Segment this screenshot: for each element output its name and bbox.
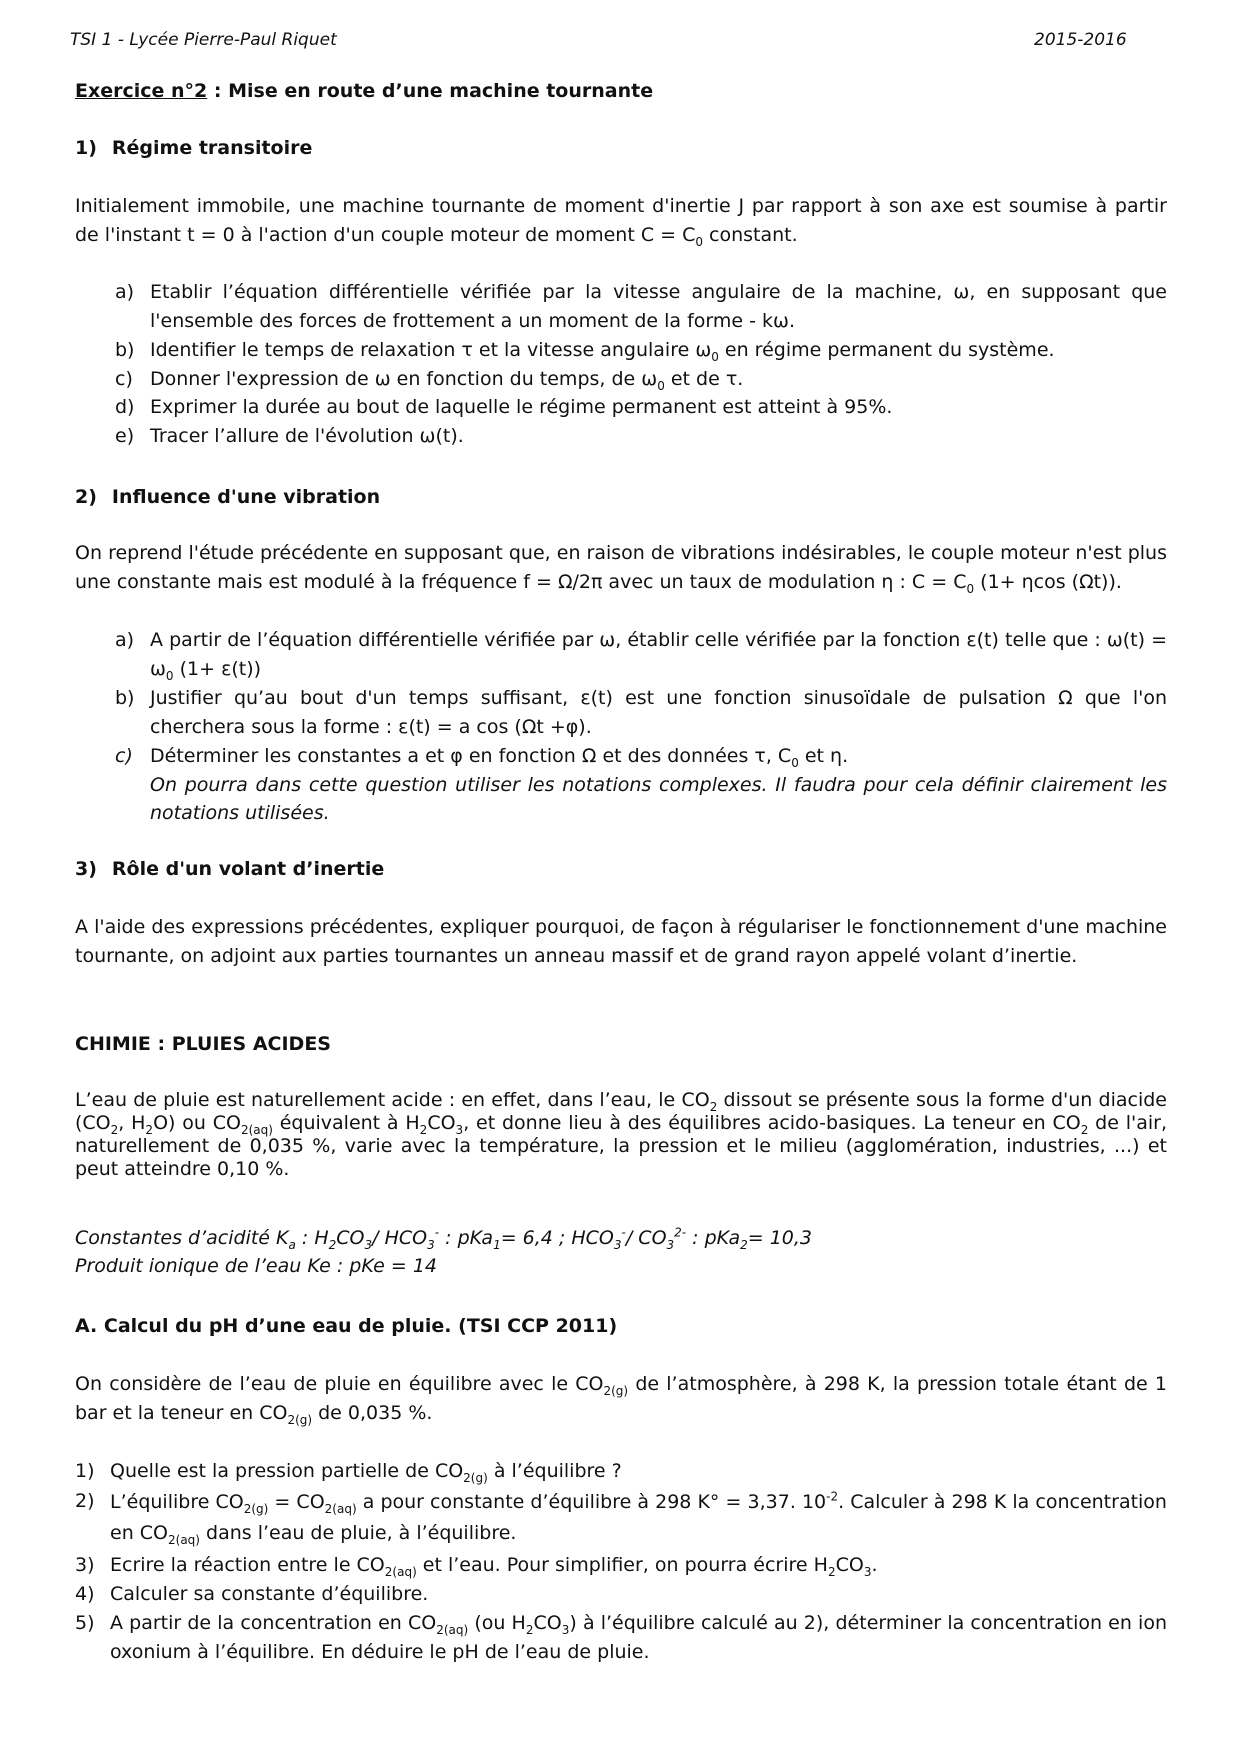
list-item: 5) A partir de la concentration en $CO_{2(aq)}$ (ou $H_2CO_3$) à l’équilibre calculé au 2), déterminer la concentration en ion oxonium à l’équilibre. En déduire le pH de l’eau de pluie. [75, 1612, 1167, 1663]
list-item: b) Justifier qu’au bout d'un temps suffisant, ε(t) est une fonction sinusoïdale de pulsation Ω que l'on cherchera sous la forme : ε(t) = a cos (Ωt +φ). [115, 687, 1167, 738]
water-ionic-product: Produit ionique de l’eau Ke : pKe = 14 [75, 1255, 438, 1277]
list-item: c) Donner l'expression de ω en fonction du temps, de $\omega_0$ et de τ. [115, 368, 744, 393]
part-a-intro: On considère de l’eau de pluie en équilibre avec le $CO_{2(g)}$ de l’atmosphère, à 298 K, la pression totale étant de 1 bar et la teneur en $CO_{2(g)}$ de 0,035 %. [75, 1373, 1167, 1427]
section-2-heading: 2) Influence d'une vibration [75, 486, 381, 508]
part-a-title: A. Calcul du pH d’une eau de pluie. (TSI CCP 2011) [75, 1315, 618, 1337]
exercise-label: Exercice n°2 [75, 80, 208, 102]
chemistry-intro: L’eau de pluie est naturellement acide : en effet, dans l’eau, le $CO_2$ dissout se présente sous la forme d'un diacide ($CO_2$, $H_2O$) ou $CO_{2(aq)}$ équivalent à $H_2CO_3$, et donne lieu à des équilibres acido-basiques. La teneur en $CO_2$ de l'air, naturellement de 0,035 %, varie avec la température, la pression et le milieu (agglomération, industries, ...) et peut atteindre 0,10 %. [75, 1089, 1167, 1180]
list-item: e) Tracer l’allure de l'évolution ω(t). [115, 425, 464, 447]
exercise-name: Mise en route d’une machine tournante [228, 80, 654, 102]
list-item: 1) Quelle est la pression partielle de $CO_{2(g)}$ à l’équilibre ? [75, 1460, 622, 1485]
list-item: 2) L’équilibre $CO_{2(g)} = CO_{2(aq)}$ a pour constante d’équilibre à 298 K° = 3,37. $10^{-2}$. Calculer à 298 K la concentration en $CO_{2(aq)}$ dans l’eau de pluie, à l’équilibre. [75, 1489, 1167, 1547]
list-item: c) Déterminer les constantes a et φ en fonction Ω et des données τ, $C_0$ et η. On pourra dans cette question utiliser les notations complexes. Il faudra pour cela définir clairement les notations utilisées. [115, 742, 1167, 828]
list-item: d) Exprimer la durée au bout de laquelle le régime permanent est atteint à 95%. [115, 396, 893, 418]
section-1-intro: Initialement immobile, une machine tournante de moment d'inertie J par rapport à son axe est soumise à partir de l'instant t = 0 à l'action d'un couple moteur de moment $C = C_0$ constant. [75, 195, 1167, 249]
section-3-text: A l'aide des expressions précédentes, expliquer pourquoi, de façon à régulariser le fonctionnement d'une machine tournante, on adjoint aux parties tournantes un anneau massif et de grand rayon appelé volant d’inertie. [75, 916, 1167, 967]
section-1-heading: 1) Régime transitoire [75, 137, 313, 159]
acidity-constants: Constantes d’acidité $K_a$ : $H_2CO_3/$ $HCO_3^-$ : pKa$_1$= 6,4 ; $HCO_3^-/$ $CO_3^{2-}$ : pKa$_2$= 10,3 [75, 1225, 813, 1252]
list-item: b) Identifier le temps de relaxation τ et la vitesse angulaire $\omega_0$ en régime permanent du système. [115, 339, 1055, 364]
section-2-intro: On reprend l'étude précédente en supposant que, en raison de vibrations indésirables, le couple moteur n'est plus une constante mais est modulé à la fréquence f = Ω/2π avec un taux de modulation η : $C = C_0$ (1+ ηcos (Ωt)). [75, 542, 1167, 596]
header-left: TSI 1 - Lycée Pierre-Paul Riquet [70, 30, 337, 50]
list-item: 3) Ecrire la réaction entre le $CO_{2(aq)}$ et l’eau. Pour simplifier, on pourra écrire $H_2CO_3$. [75, 1554, 878, 1579]
list-item: a) Etablir l’équation différentielle vérifiée par la vitesse angulaire de la machine, ω, en supposant que l'ensemble des forces de frottement a un moment de la forme - kω. [115, 281, 1167, 332]
note: On pourra dans cette question utiliser les notations complexes. Il faudra pour cela définir clairement les notations utilisées. [150, 773, 1167, 824]
list-item: 4) Calculer sa constante d’équilibre. [75, 1583, 429, 1605]
list-item: a) A partir de l’équation différentielle vérifiée par ω, établir celle vérifiée par la fonction ε(t) telle que : $\omega(t) = \omega_0$ (1+ ε(t)) [115, 629, 1167, 683]
chemistry-title: CHIMIE : PLUIES ACIDES [75, 1033, 331, 1055]
exercise-title: Exercice n°2 : Mise en route d’une machine tournante [75, 80, 654, 102]
header-right: 2015-2016 [1034, 30, 1127, 50]
section-3-heading: 3) Rôle d'un volant d’inertie [75, 858, 385, 880]
